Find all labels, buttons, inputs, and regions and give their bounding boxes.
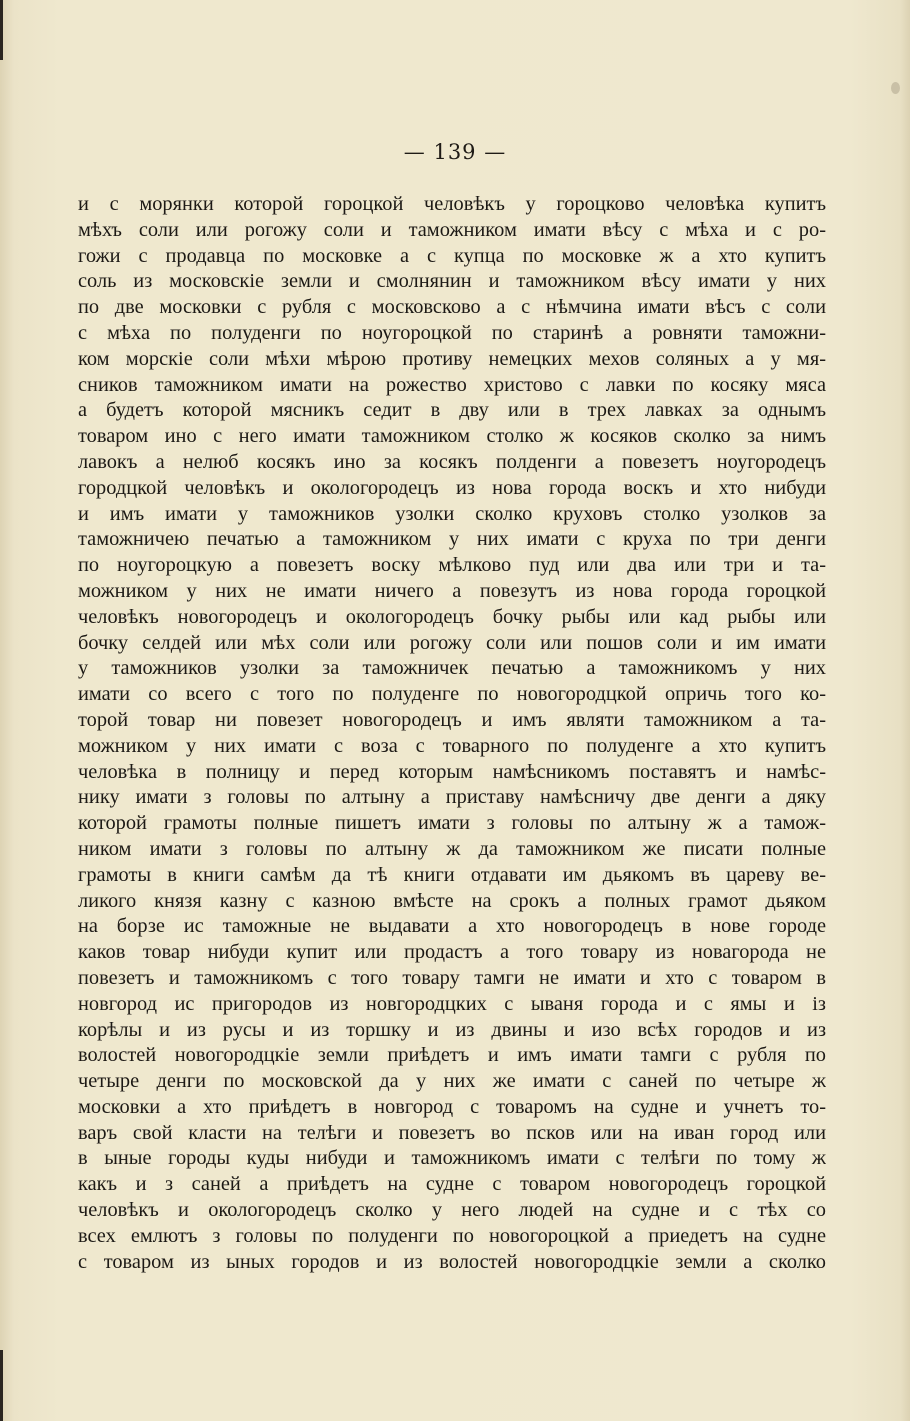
text-line: можником у них не имати ничего а повезутъ из нова города гороцкой <box>78 579 826 602</box>
text-line: гожи с продавца по московке а с купца по московке ж а хто купитъ <box>78 244 826 267</box>
text-line: всех емлютъ з головы по полуденги по новогороцкой а приедетъ на судне <box>78 1224 826 1247</box>
text-line: повезетъ и таможникомъ с того товару тамги не имати и хто с товаром в <box>78 966 826 989</box>
text-line: и с морянки которой гороцкой человѣкъ у гороцково человѣка купитъ <box>78 193 826 215</box>
text-line: человѣка в полницу и перед которым намѣсникомъ поставятъ и намѣс- <box>78 760 826 783</box>
text-line: ником имати з головы по алтыну ж да таможником же писати полные <box>78 837 826 860</box>
text-line: товаром ино с него имати таможником столко ж косяков сколко за нимъ <box>78 425 826 448</box>
body-text <box>78 192 826 1275</box>
binding-edge-mark <box>0 1350 3 1421</box>
text-line: лавокъ а нелюб косякъ ино за косякъ полденги а повезетъ ноугородецъ <box>78 450 826 473</box>
text-line: грамоты в книги самѣм да тѣ книги отдавати им дьякомъ въ цареву ве- <box>78 863 826 886</box>
text-line: соль из московскіе земли и смолнянин и таможником вѣсу имати у них <box>78 270 826 293</box>
text-line: можником у них имати с воза с товарного по полуденге а хто купитъ <box>78 734 826 757</box>
paper-spot <box>891 82 900 94</box>
text-line: с товаром из ыных городов и из волостей новогородцкіе земли а сколко <box>78 1250 826 1273</box>
text-line: ликого князя казну с казною вмѣсте на срокъ а полных грамот дьяком <box>78 889 826 912</box>
text-line: сников таможником имати на рожество христово с лавки по косяку мяса <box>78 373 826 396</box>
text-line: а будетъ которой мясникъ седит в дву или в трех лавках за однымъ <box>78 399 826 422</box>
text-line: имати со всего с того по полуденге по новогородцкой опричь того ко- <box>78 683 826 706</box>
binding-edge-mark <box>0 0 3 60</box>
text-line: каков товар нибуди купит или продастъ а того товару из новагорода не <box>78 941 826 964</box>
text-line: четыре денги по московской да у них же имати с саней по четыре ж <box>78 1070 826 1093</box>
text-line: торой товар ни повезет новогородецъ и имъ являти таможником а та- <box>78 708 826 731</box>
text-line: новгород ис пригородов из новгородцких с ываня города и с ямы и із <box>78 992 826 1015</box>
text-line: ком морскіе соли мѣхи мѣрою противу немецких мехов соляных а у мя- <box>78 347 826 370</box>
text-line: у таможников узолки за таможничек печатью а таможникомъ у них <box>78 657 826 680</box>
text-line: волостей новогородцкіе земли приѣдетъ и имъ имати тамги с рубля по <box>78 1044 826 1067</box>
text-line: мѣхъ соли или рогожу соли и таможником имати вѣсу с мѣха и с ро- <box>78 218 826 241</box>
text-line: нику имати з головы по алтыну а приставу намѣсничу две денги а дяку <box>78 786 826 809</box>
text-line: в ыные городы куды нибуди и таможникомъ имати с телѣги по тому ж <box>78 1147 826 1170</box>
text-line: таможничею печатью а таможником у них имати с круха по три денги <box>78 528 826 551</box>
text-line: московки а хто приѣдетъ в новгород с товаромъ на судне и учнетъ то- <box>78 1095 826 1118</box>
text-line: человѣкъ новогородецъ и окологородецъ бочку рыбы или кад рыбы или <box>78 605 826 628</box>
text-line: бочку селдей или мѣх соли или рогожу соли или пошов соли и им имати <box>78 631 826 654</box>
text-line: на борзе ис таможные не выдавати а хто новогородецъ в нове городе <box>78 915 826 938</box>
text-line: с мѣха по полуденги по ноугороцкой по старинѣ а ровняти таможни- <box>78 321 826 344</box>
text-line: корѣлы и из русы и из торшку и из двины и изо всѣх городов и из <box>78 1018 826 1041</box>
text-line: какъ и з саней а приѣдетъ на судне с товаром новогородецъ гороцкой <box>78 1173 826 1196</box>
text-line: варъ свой класти на телѣги и повезетъ во псков или на иван город или <box>78 1121 826 1144</box>
text-line: и имъ имати у таможников узолки сколко круховъ столко узолков за <box>78 502 826 525</box>
text-line: городцкой человѣкъ и окологородецъ из нова города воскъ и хто нибуди <box>78 476 826 499</box>
text-line: по две московки с рубля с московсково а с нѣмчина имати вѣсъ с соли <box>78 296 826 319</box>
text-line: человѣкъ и окологородецъ сколко у него людей на судне и с тѣх со <box>78 1199 826 1222</box>
text-line: которой грамоты полные пишетъ имати з головы по алтыну ж а тамож- <box>78 812 826 835</box>
text-line: по ноугороцкую а повезетъ воску мѣлково пуд или два или три и та- <box>78 554 826 577</box>
page-number: — 139 — <box>403 140 507 164</box>
